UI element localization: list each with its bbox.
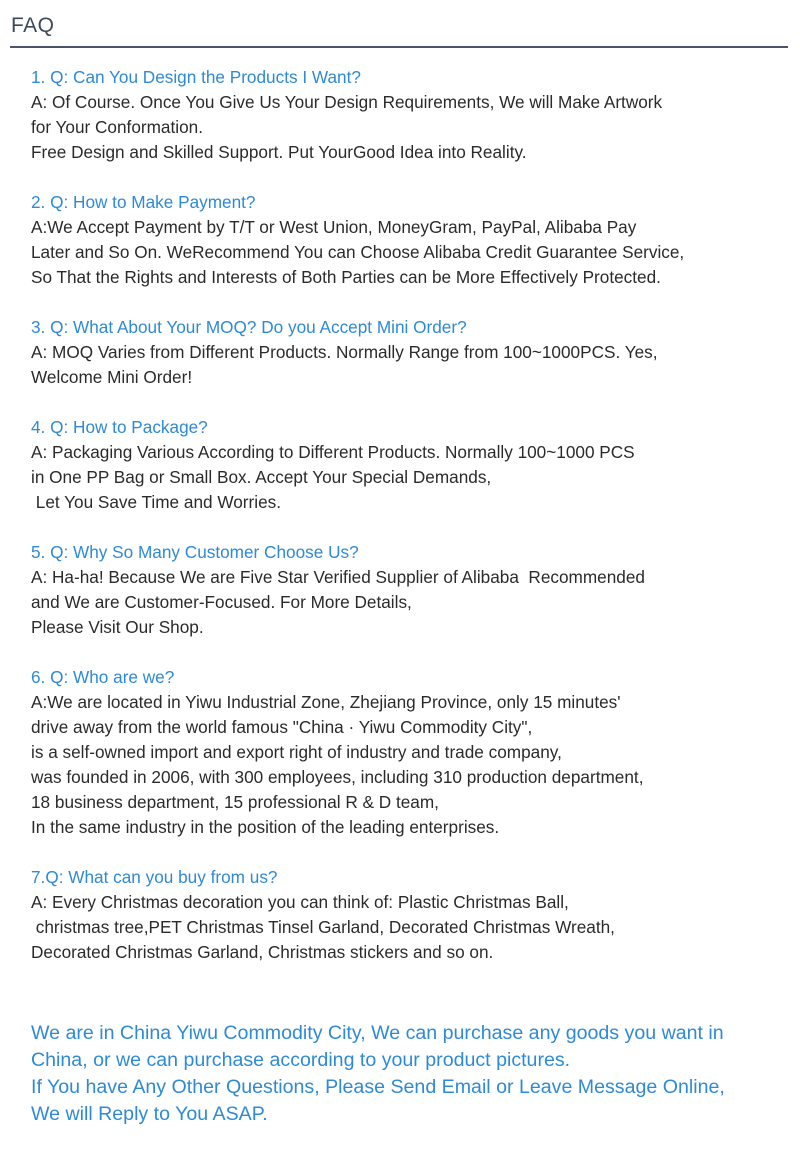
- faq-answer: [31, 565, 791, 640]
- faq-answer-line: A: MOQ Varies from Different Products. Normally Range from 100~1000PCS. Yes,: [31, 342, 658, 362]
- faq-question: 6. Q: Who are we?: [31, 667, 175, 687]
- closing-message: [31, 1020, 796, 1128]
- faq-answer: [31, 340, 791, 390]
- faq-question: 2. Q: How to Make Payment?: [31, 192, 256, 212]
- header-divider: [10, 46, 788, 48]
- faq-item-1: [31, 65, 791, 165]
- faq-answer-line: A: Of Course. Once You Give Us Your Design Requirements, We will Make Artwork: [31, 92, 663, 112]
- faq-answer-line: Welcome Mini Order!: [31, 367, 193, 387]
- faq-item-3: [31, 315, 791, 390]
- faq-answer: [31, 890, 791, 965]
- faq-item-5: [31, 540, 791, 640]
- faq-answer-line: was founded in 2006, with 300 employees, including 310 production department,: [31, 767, 644, 787]
- faq-answer-line: Decorated Christmas Garland, Christmas stickers and so on.: [31, 942, 494, 962]
- faq-answer-line: Please Visit Our Shop.: [31, 617, 204, 637]
- faq-item-4: [31, 415, 791, 515]
- faq-answer: [31, 215, 791, 290]
- faq-answer-line: Free Design and Skilled Support. Put YourGood Idea into Reality.: [31, 142, 527, 162]
- faq-answer-line: A:We are located in Yiwu Industrial Zone, Zhejiang Province, only 15 minutes': [31, 692, 621, 712]
- faq-answer: [31, 90, 791, 165]
- closing-line: We will Reply to You ASAP.: [31, 1103, 268, 1125]
- faq-question: 7.Q: What can you buy from us?: [31, 867, 278, 887]
- faq-answer: [31, 690, 791, 840]
- faq-answer-line: 18 business department, 15 professional R & D team,: [31, 792, 439, 812]
- faq-answer: [31, 440, 791, 515]
- faq-answer-line: in One PP Bag or Small Box. Accept Your Special Demands,: [31, 467, 492, 487]
- closing-line: We are in China Yiwu Commodity City, We can purchase any goods you want in: [31, 1022, 724, 1044]
- faq-item-7: [31, 865, 791, 965]
- faq-answer-line: Let You Save Time and Worries.: [31, 492, 281, 512]
- closing-line: If You have Any Other Questions, Please Send Email or Leave Message Online,: [31, 1076, 725, 1098]
- faq-answer-line: for Your Conformation.: [31, 117, 203, 137]
- faq-list: [31, 65, 791, 990]
- faq-answer-line: A: Ha-ha! Because We are Five Star Verified Supplier of Alibaba Recommended: [31, 567, 645, 587]
- faq-answer-line: and We are Customer-Focused. For More Details,: [31, 592, 412, 612]
- faq-item-6: [31, 665, 791, 840]
- faq-header: [0, 0, 800, 50]
- faq-item-2: [31, 190, 791, 290]
- faq-answer-line: A:We Accept Payment by T/T or West Union, MoneyGram, PayPal, Alibaba Pay: [31, 217, 637, 237]
- faq-answer-line: drive away from the world famous "China · Yiwu Commodity City",: [31, 717, 533, 737]
- page-title: FAQ: [11, 14, 55, 37]
- faq-answer-line: A: Packaging Various According to Different Products. Normally 100~1000 PCS: [31, 442, 635, 462]
- faq-answer-line: is a self-owned import and export right of industry and trade company,: [31, 742, 562, 762]
- faq-question: 1. Q: Can You Design the Products I Want?: [31, 67, 361, 87]
- faq-answer-line: Later and So On. WeRecommend You can Choose Alibaba Credit Guarantee Service,: [31, 242, 685, 262]
- faq-answer-line: In the same industry in the position of the leading enterprises.: [31, 817, 500, 837]
- faq-question: 4. Q: How to Package?: [31, 417, 208, 437]
- faq-question: 5. Q: Why So Many Customer Choose Us?: [31, 542, 359, 562]
- closing-line: China, or we can purchase according to your product pictures.: [31, 1049, 571, 1071]
- faq-question: 3. Q: What About Your MOQ? Do you Accept Mini Order?: [31, 317, 467, 337]
- faq-answer-line: A: Every Christmas decoration you can think of: Plastic Christmas Ball,: [31, 892, 569, 912]
- faq-answer-line: christmas tree,PET Christmas Tinsel Garland, Decorated Christmas Wreath,: [31, 917, 615, 937]
- faq-answer-line: So That the Rights and Interests of Both Parties can be More Effectively Protected.: [31, 267, 661, 287]
